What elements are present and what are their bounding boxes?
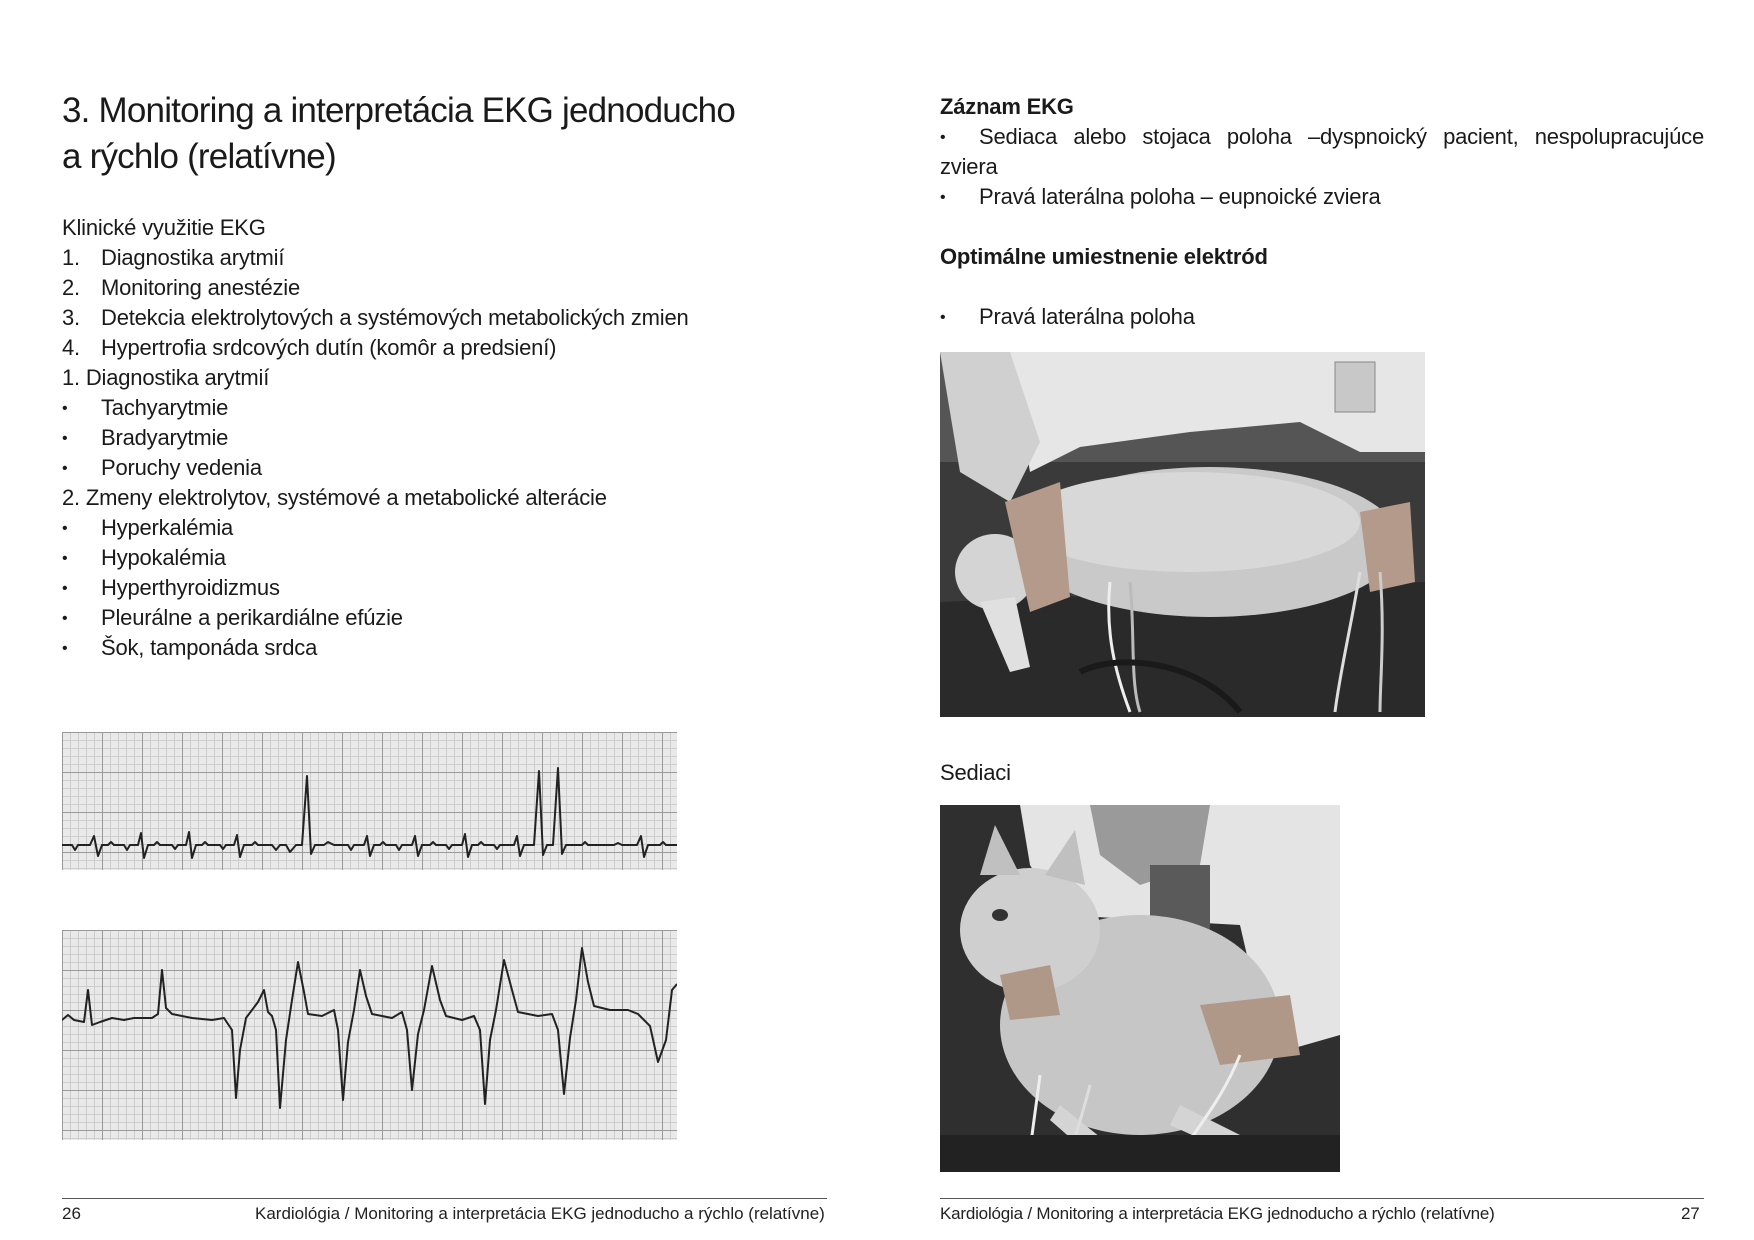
cat-sitting-illustration: [940, 805, 1340, 1172]
bullet-icon: •: [62, 430, 68, 447]
numbered-item: [62, 303, 822, 333]
item-text: Monitoring anestézie: [101, 275, 301, 300]
bullet-item: [940, 122, 1704, 153]
bullet-text: Sediaca alebo stojaca poloha –dyspnoický pacient, nespolupracujúce: [979, 124, 1704, 149]
item-text: Detekcia elektrolytových a systémových metabolických zmien: [101, 305, 689, 330]
bullet-item: [62, 513, 822, 543]
bullet-text: Pravá laterálna poloha – eupnoické zviera: [979, 184, 1381, 209]
chapter-title-line-1: 3. Monitoring a interpretácia EKG jednoducho: [62, 91, 736, 130]
ekg-trace-2: [62, 930, 677, 1140]
bullet-icon: •: [62, 610, 68, 627]
right-page: [877, 0, 1754, 1240]
bullet-icon: •: [62, 550, 68, 567]
bullet-text: Pleurálne a perikardiálne efúzie: [101, 605, 403, 630]
bullet-icon: •: [62, 520, 68, 537]
numbered-item: [62, 243, 822, 273]
bullet-icon: •: [62, 640, 68, 657]
item-text: Hypertrofia srdcových dutín (komôr a predsiení): [101, 335, 557, 360]
bullet-icon: •: [62, 580, 68, 597]
chapter-title: [62, 88, 802, 180]
bullet-icon: •: [940, 129, 946, 146]
ekg-strip-2: [62, 930, 677, 1140]
numbered-item: [62, 333, 822, 363]
running-footer-right: Kardiológia / Monitoring a interpretácia EKG jednoducho a rýchlo (relatívne): [940, 1204, 1495, 1223]
page-number-right: 27: [1681, 1204, 1700, 1223]
item-number: 4.: [62, 335, 80, 360]
bullet-item: [940, 182, 1381, 213]
bullet-text: Šok, tamponáda srdca: [101, 635, 318, 660]
item-number: 3.: [62, 305, 80, 330]
chapter-title-line-2: a rýchlo (relatívne): [62, 137, 336, 176]
photo-cat-lateral-position: [940, 352, 1425, 717]
bullet-text: Pravá laterálna poloha: [979, 304, 1195, 329]
bullet-item: [62, 393, 822, 423]
bullet-item: [62, 633, 822, 663]
bullet-text: Tachyarytmie: [101, 395, 229, 420]
running-footer-left: Kardiológia / Monitoring a interpretácia EKG jednoducho a rýchlo (relatívne): [255, 1204, 825, 1223]
footer-rule-left: [62, 1198, 827, 1199]
bullet-continuation: zviera: [940, 154, 998, 179]
bullet-item: [62, 603, 822, 633]
bullet-icon: •: [940, 309, 946, 326]
clinical-use-text: [62, 213, 822, 663]
photo-cat-sitting-position: [940, 805, 1340, 1172]
bullet-item: [62, 543, 822, 573]
heading-ekg-record: Záznam EKG: [940, 94, 1074, 119]
bullet-icon: •: [62, 460, 68, 477]
bullet-text: Hyperkalémia: [101, 515, 234, 540]
bullet-text: Hypokalémia: [101, 545, 226, 570]
page-number-left: 26: [62, 1204, 81, 1223]
caption-sitting: Sediaci: [940, 760, 1011, 785]
footer-rule-right: [940, 1198, 1704, 1199]
bullet-icon: •: [940, 189, 946, 206]
item-number: 2.: [62, 275, 80, 300]
bullet-text: Bradyarytmie: [101, 425, 229, 450]
bullet-icon: •: [62, 400, 68, 417]
section-1-heading: 1. Diagnostika arytmií: [62, 365, 270, 390]
item-text: Diagnostika arytmií: [101, 245, 285, 270]
intro-heading: Klinické využitie EKG: [62, 215, 266, 240]
bullet-item: [62, 573, 822, 603]
bullet-item: [62, 453, 822, 483]
bullet-text: Hyperthyroidizmus: [101, 575, 280, 600]
ekg-strip-1: [62, 732, 677, 870]
section-2-heading: 2. Zmeny elektrolytov, systémové a metabolické alterácie: [62, 485, 607, 510]
bullet-text: Poruchy vedenia: [101, 455, 262, 480]
numbered-item: [62, 273, 822, 303]
heading-electrode-placement: Optimálne umiestnenie elektród: [940, 244, 1268, 269]
item-number: 1.: [62, 245, 80, 270]
bullet-item: [62, 423, 822, 453]
ekg-trace-1: [62, 732, 677, 870]
bullet-item: [940, 302, 1195, 333]
cat-lateral-illustration: [940, 352, 1425, 717]
